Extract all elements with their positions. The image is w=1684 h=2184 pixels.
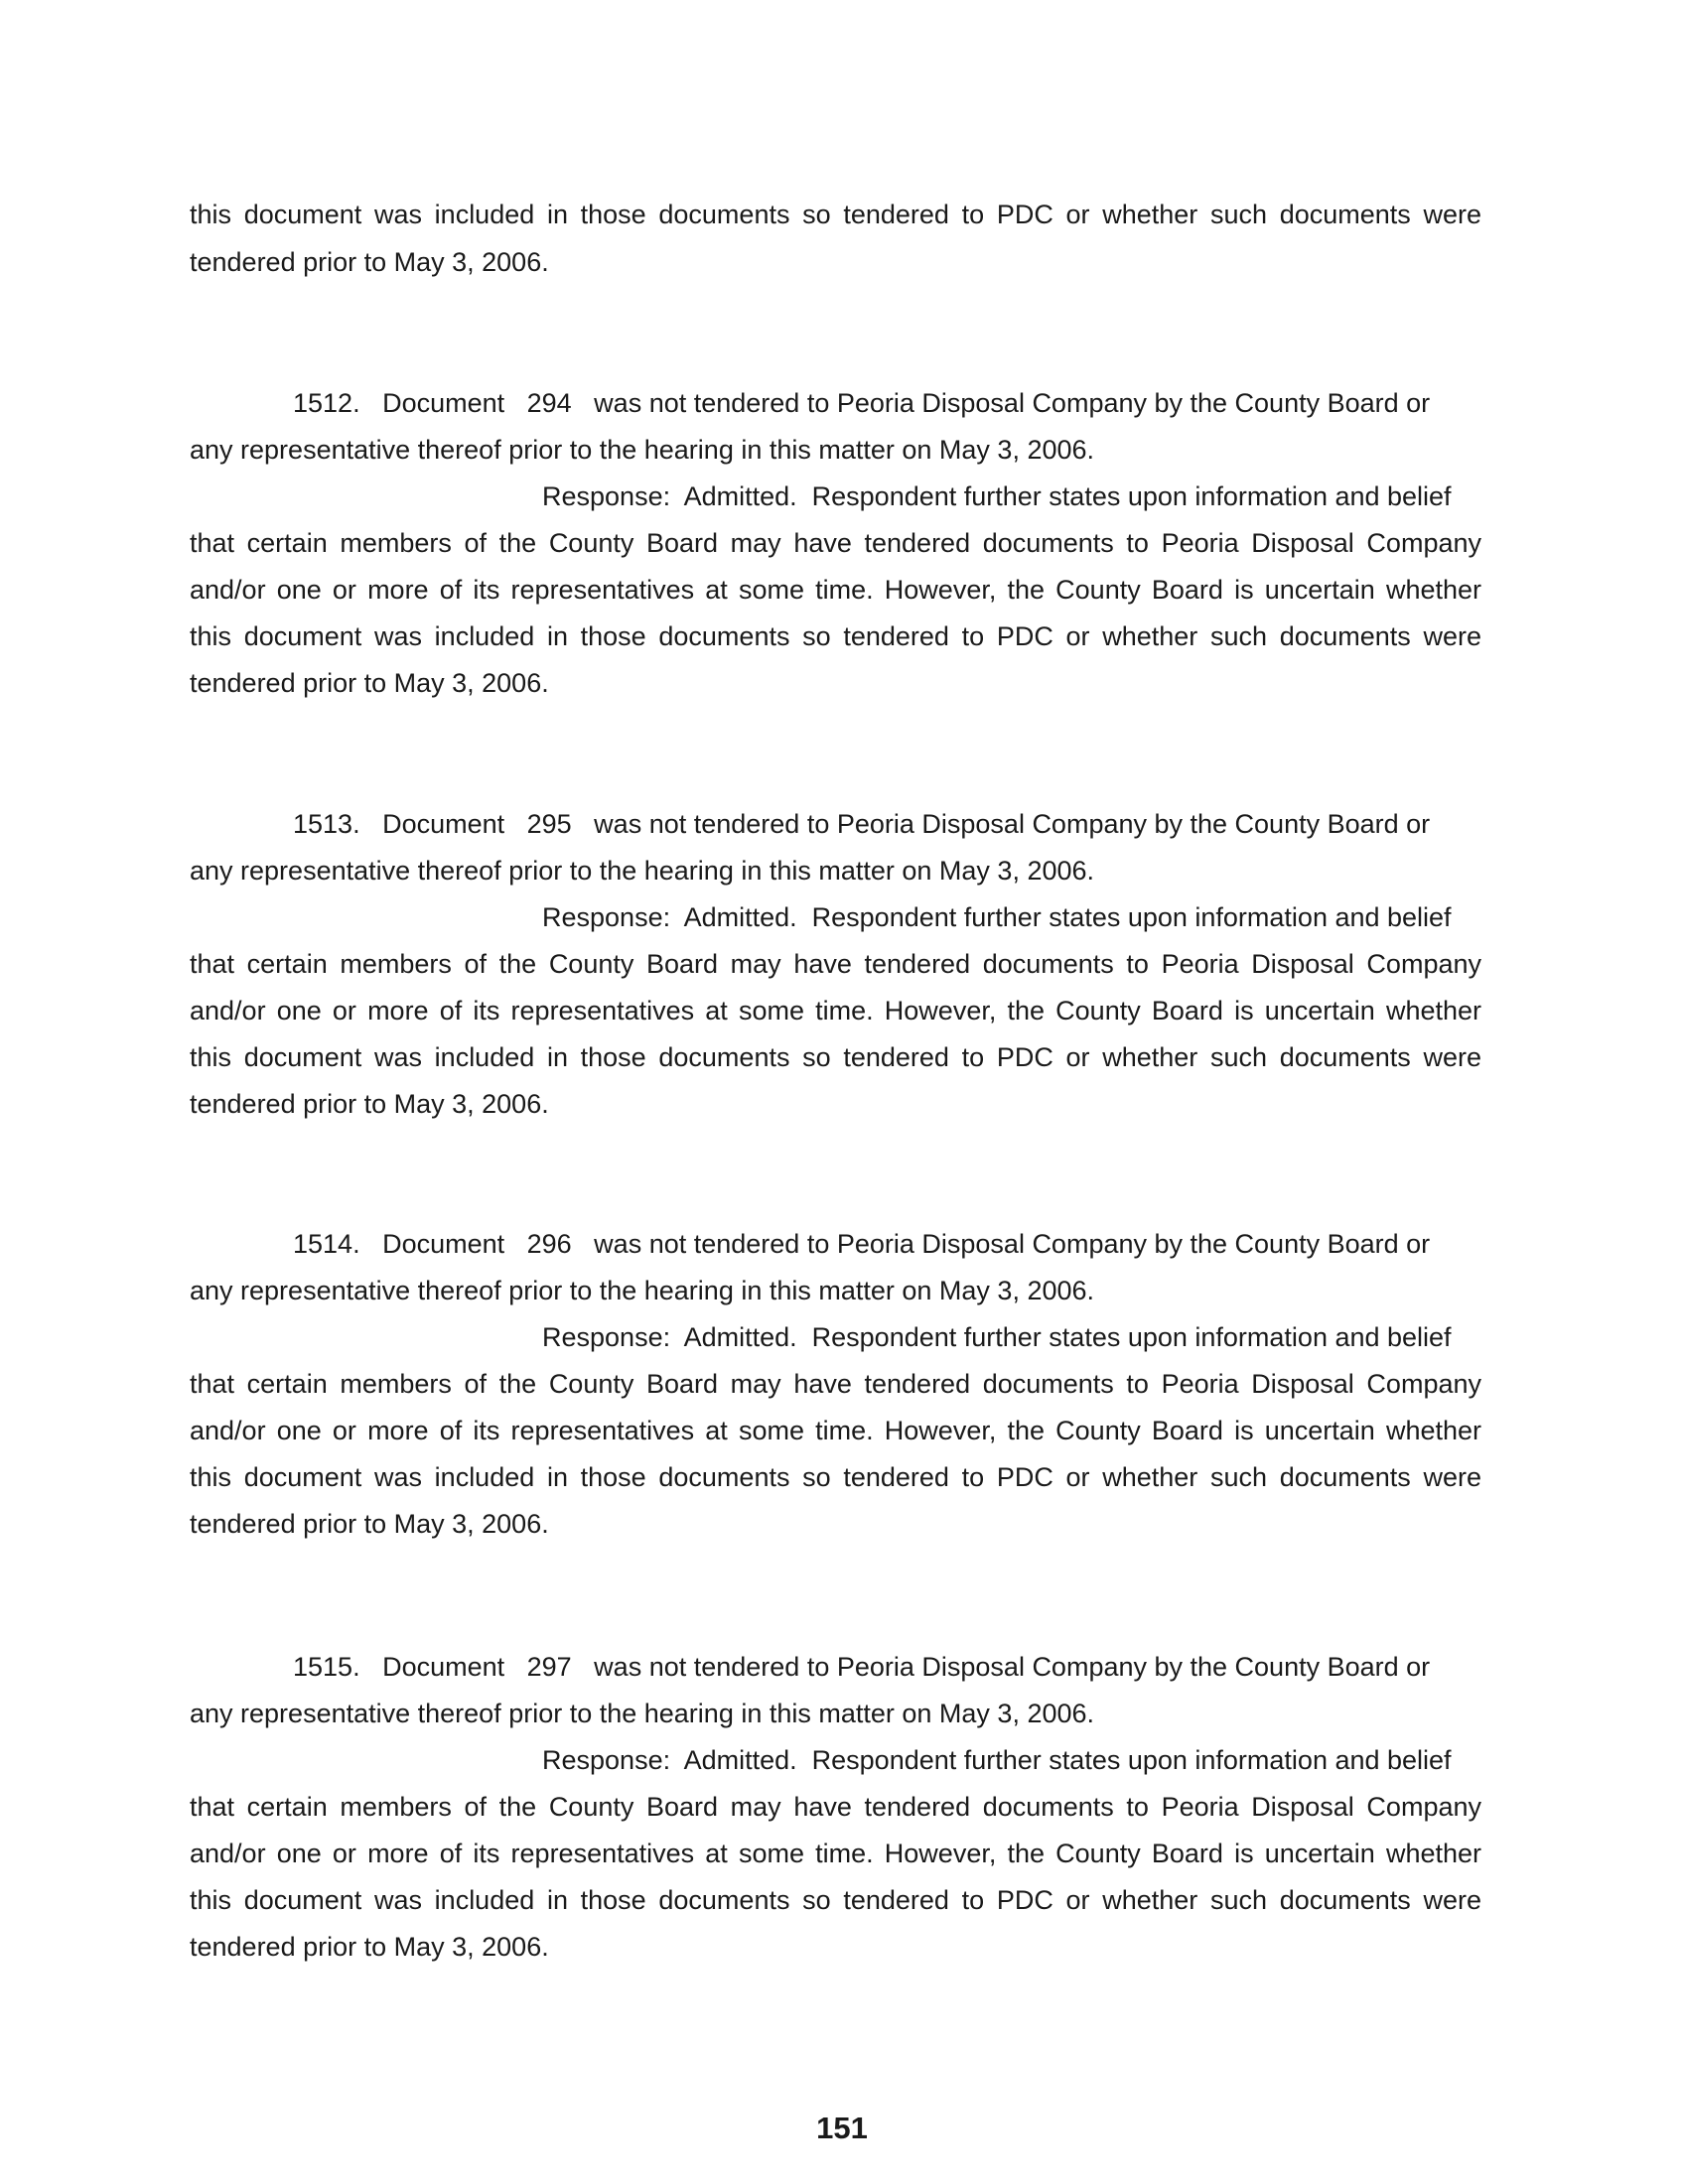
paragraph-heading: 1515. Document 297 was not tendered to Peoria Disposal Company by the County Board or [293, 1652, 1431, 1682]
response-line: this document was included in those documents so tendered to PDC or whether such documents were [190, 1042, 1481, 1072]
response-line: and/or one or more of its representatives at some time. However, the County Board is uncertain whether [190, 1416, 1481, 1445]
response-line: tendered prior to May 3, 2006. [190, 1089, 549, 1119]
paragraph-line: any representative thereof prior to the hearing in this matter on May 3, 2006. [190, 435, 1095, 465]
response-line: and/or one or more of its representatives at some time. However, the County Board is uncertain whether [190, 996, 1481, 1025]
response-line: tendered prior to May 3, 2006. [190, 1932, 549, 1962]
response-heading: Response: Admitted. Respondent further states upon information and belief [542, 902, 1452, 932]
response-heading: Response: Admitted. Respondent further states upon information and belief [542, 481, 1452, 511]
response-line: that certain members of the County Board may have tendered documents to Peoria Disposal Company [190, 949, 1481, 979]
page-number: 151 [816, 2111, 868, 2145]
response-line: this document was included in those documents so tendered to PDC or whether such documents were [190, 621, 1481, 651]
response-line: this document was included in those documents so tendered to PDC or whether such documents were [190, 1885, 1481, 1915]
paragraph-line: any representative thereof prior to the hearing in this matter on May 3, 2006. [190, 856, 1095, 886]
response-line: tendered prior to May 3, 2006. [190, 1509, 549, 1539]
paragraph-line: any representative thereof prior to the hearing in this matter on May 3, 2006. [190, 1699, 1095, 1728]
response-line: tendered prior to May 3, 2006. [190, 668, 549, 698]
response-line: that certain members of the County Board may have tendered documents to Peoria Disposal Company [190, 1369, 1481, 1399]
response-line: and/or one or more of its representatives at some time. However, the County Board is uncertain whether [190, 575, 1481, 605]
paragraph-heading: 1514. Document 296 was not tendered to Peoria Disposal Company by the County Board or [293, 1229, 1431, 1259]
response-line: that certain members of the County Board may have tendered documents to Peoria Disposal Company [190, 1792, 1481, 1822]
response-heading: Response: Admitted. Respondent further states upon information and belief [542, 1322, 1452, 1352]
paragraph-heading: 1513. Document 295 was not tendered to Peoria Disposal Company by the County Board or [293, 809, 1431, 839]
response-heading: Response: Admitted. Respondent further states upon information and belief [542, 1745, 1452, 1775]
carryover-line-2: tendered prior to May 3, 2006. [190, 247, 549, 277]
paragraph-heading: 1512. Document 294 was not tendered to Peoria Disposal Company by the County Board or [293, 388, 1431, 418]
response-line: this document was included in those documents so tendered to PDC or whether such documents were [190, 1462, 1481, 1492]
paragraph-line: any representative thereof prior to the hearing in this matter on May 3, 2006. [190, 1276, 1095, 1305]
carryover-line-1: this document was included in those documents so tendered to PDC or whether such documents were [190, 200, 1481, 229]
response-line: and/or one or more of its representatives at some time. However, the County Board is uncertain whether [190, 1839, 1481, 1868]
response-line: that certain members of the County Board may have tendered documents to Peoria Disposal Company [190, 528, 1481, 558]
